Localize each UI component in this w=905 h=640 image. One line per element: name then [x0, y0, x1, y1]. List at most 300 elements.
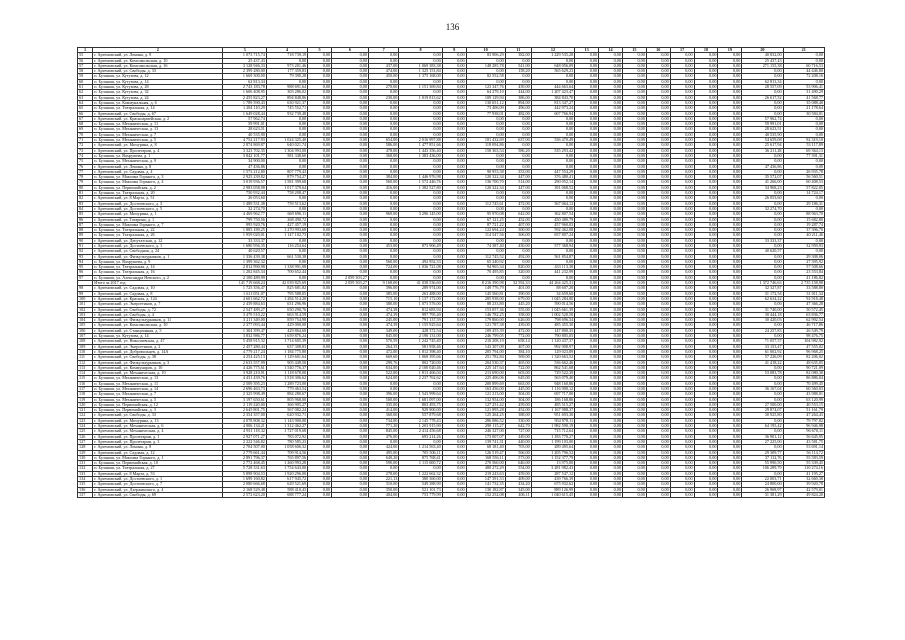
amount-cell: 0,00	[718, 302, 742, 307]
amount-cell: 0,00	[742, 429, 783, 434]
amount-cell: 0,00	[670, 74, 694, 79]
amount-cell: 1 203 915,90	[399, 424, 442, 429]
amount-cell: 0,00	[622, 450, 646, 455]
amount-cell: 0,00	[575, 238, 599, 243]
amount-cell: 0,00	[694, 254, 718, 259]
amount-cell: 1 681 097,00	[399, 397, 442, 402]
amount-cell: 114 547,56	[466, 233, 505, 238]
amount-cell: 0,00	[332, 111, 369, 116]
amount-cell: 0,00	[599, 169, 623, 174]
amount-cell: 0,00	[332, 196, 369, 201]
amount-cell: 0,00	[442, 53, 466, 58]
amount-cell: 0,00	[442, 69, 466, 74]
amount-cell: 0,00	[308, 201, 332, 206]
amount-cell: 0,00	[670, 191, 694, 196]
amount-cell: 0,00	[308, 259, 332, 264]
amount-cell: 1 727 019,68	[266, 429, 307, 434]
amount-cell: 0,00	[783, 58, 824, 63]
amount-cell: 472,00	[505, 328, 531, 333]
amount-cell: 750 932,44	[223, 191, 266, 196]
amount-cell: 0,00	[718, 185, 742, 190]
amount-cell: 439,00	[505, 85, 531, 90]
amount-cell: 55 339,45	[783, 461, 824, 466]
amount-cell: 0,00	[694, 222, 718, 227]
amount-cell: 0,00	[332, 302, 369, 307]
amount-cell: 0,00	[332, 424, 369, 429]
amount-cell: 1 137 172,00	[399, 296, 442, 301]
column-header: 14	[599, 48, 623, 53]
amount-cell: 0,00	[694, 408, 718, 413]
amount-cell: 973 201,46	[266, 63, 307, 68]
address-cell: г. Артемовский, ул. Свободы, д. 69	[93, 492, 223, 497]
address-cell: г. Артемовский, ул. Добровольцев, д. 14А	[93, 349, 223, 354]
row-number-cell: 112	[78, 360, 93, 365]
amount-cell: 32 327,87	[742, 286, 783, 291]
amount-cell: 2 145 778,43	[399, 418, 442, 423]
amount-cell: 0,00	[670, 132, 694, 137]
amount-cell: 0,00	[399, 169, 442, 174]
amount-cell: 2 119 220,00	[223, 402, 266, 407]
amount-cell: 0,00	[531, 275, 574, 280]
amount-cell: 1 260 993,28	[266, 461, 307, 466]
amount-cell: 1 167 988,37	[531, 408, 574, 413]
amount-cell: 2 812 990,98	[223, 265, 266, 270]
amount-cell: 1 572 446,76	[399, 180, 442, 185]
amount-cell: 0,00	[694, 466, 718, 471]
amount-cell: 0,00	[622, 206, 646, 211]
amount-cell: 68 181,40	[466, 445, 505, 450]
amount-cell: 0,00	[694, 63, 718, 68]
amount-cell: 0,00	[646, 132, 670, 137]
amount-cell: 122 694,24	[466, 228, 505, 233]
amount-cell: 2 399 280,00	[223, 69, 266, 74]
amount-cell: 0,00	[783, 122, 824, 127]
amount-cell: 0,00	[399, 53, 442, 58]
amount-cell: 0,00	[622, 471, 646, 476]
amount-cell: 0,00	[718, 286, 742, 291]
amount-cell: 0,00	[505, 206, 531, 211]
amount-cell: 0,00	[599, 238, 623, 243]
amount-cell: 0,00	[599, 355, 623, 360]
amount-cell: 26 053,60	[742, 196, 783, 201]
amount-cell: 0,00	[332, 270, 369, 275]
amount-cell: 0,00	[670, 445, 694, 450]
amount-cell: 0,00	[646, 143, 670, 148]
amount-cell: 0,00	[442, 445, 466, 450]
amount-cell: 0,00	[575, 355, 599, 360]
amount-cell: 3 197 650,61	[223, 397, 266, 402]
amount-cell: 0,00	[332, 328, 369, 333]
amount-cell: 0,00	[466, 127, 505, 132]
amount-cell: 765 897,56	[266, 455, 307, 460]
amount-cell: 0,00	[646, 159, 670, 164]
amount-cell: 1 982 590,19	[531, 424, 574, 429]
amount-cell: 1 754 643,00	[266, 466, 307, 471]
amount-cell: 0,00	[694, 413, 718, 418]
address-cell: г. Артемовский, ул. Депутатская, д. 12	[93, 238, 223, 243]
amount-cell: 62 634,22	[742, 296, 783, 301]
amount-cell: 0,00	[646, 153, 670, 158]
amount-cell: 0,00	[599, 196, 623, 201]
amount-cell: 70 495,85	[466, 270, 505, 275]
amount-cell: 29 874,07	[742, 408, 783, 413]
amount-cell: 0,00	[575, 212, 599, 217]
amount-cell: 391 068,52	[531, 185, 574, 190]
amount-cell: 41 568,77	[783, 95, 824, 100]
amount-cell: 577 368,94	[531, 243, 574, 248]
amount-cell: 0,00	[332, 153, 369, 158]
amount-cell: 541,00	[505, 63, 531, 68]
amount-cell: 0,00	[670, 90, 694, 95]
address-cell: Итого за 2017 год	[93, 281, 223, 286]
address-cell: г. Артемовский, ул. Мичурина, д. 13	[93, 418, 223, 423]
amount-cell: 71 057,57	[742, 339, 783, 344]
amount-cell: 0,00	[599, 58, 623, 63]
amount-cell: 0,00	[742, 265, 783, 270]
amount-cell: 0,00	[368, 387, 398, 392]
amount-cell: 0,00	[718, 217, 742, 222]
amount-cell: 163 456,00	[466, 387, 505, 392]
amount-cell: 0,00	[599, 270, 623, 275]
amount-cell: 0,00	[742, 233, 783, 238]
amount-cell: 0,00	[308, 339, 332, 344]
amount-cell: 0,00	[308, 429, 332, 434]
amount-cell: 0,00	[718, 53, 742, 58]
amount-cell: 0,00	[622, 466, 646, 471]
amount-cell: 0,00	[399, 238, 442, 243]
amount-cell: 0,00	[599, 111, 623, 116]
amount-cell: 0,00	[442, 334, 466, 339]
amount-cell: 104 982,92	[783, 339, 824, 344]
amount-cell: 0,00	[670, 196, 694, 201]
row-number-cell: 103	[78, 312, 93, 317]
amount-cell: 0,00	[622, 302, 646, 307]
amount-cell: 0,00	[742, 106, 783, 111]
amount-cell: 35 572,07	[742, 175, 783, 180]
amount-cell: 0,00	[505, 275, 531, 280]
amount-cell: 1 375 168,00	[399, 74, 442, 79]
address-cell: п. Буланаш, ул. Театральная, д. 22	[93, 228, 223, 233]
amount-cell: 0,00	[332, 159, 369, 164]
amount-cell: 457 960,03	[531, 222, 574, 227]
amount-cell: 0,00	[442, 270, 466, 275]
amount-cell: 570,59	[368, 339, 398, 344]
amount-cell: 1 659 876,24	[266, 334, 307, 339]
amount-cell: 360,00	[368, 413, 398, 418]
amount-cell: 2 439 884,63	[223, 302, 266, 307]
amount-cell: 0,00	[332, 217, 369, 222]
amount-cell: 0,00	[575, 339, 599, 344]
amount-cell: 0,00	[599, 418, 623, 423]
amount-cell: 779 463,54	[266, 387, 307, 392]
row-number-cell: 129	[78, 450, 93, 455]
amount-cell: 320,00	[505, 270, 531, 275]
amount-cell: 0,00	[599, 466, 623, 471]
amount-cell: 40 620,57	[223, 249, 266, 254]
amount-cell: 0,00	[332, 307, 369, 312]
amount-cell: 0,00	[368, 206, 398, 211]
amount-cell: 0,00	[670, 323, 694, 328]
amount-cell: 0,00	[308, 180, 332, 185]
amount-cell: 0,00	[670, 265, 694, 270]
amount-cell: 0,00	[670, 418, 694, 423]
amount-cell: 0,00	[332, 228, 369, 233]
amount-cell: 36 901,12	[742, 434, 783, 439]
amount-cell: 47 555,02	[783, 344, 824, 349]
amount-cell: 22 003,71	[742, 477, 783, 482]
amount-cell: 0,00	[694, 85, 718, 90]
amount-cell: 385,00	[368, 291, 398, 296]
amount-cell: 0,00	[646, 281, 670, 286]
amount-cell: 0,00	[646, 180, 670, 185]
amount-cell: 2 414 456,68	[399, 429, 442, 434]
amount-cell: 57 962,74	[742, 116, 783, 121]
amount-cell: 0,00	[332, 185, 369, 190]
amount-cell: 0,00	[599, 408, 623, 413]
amount-cell: 0,00	[308, 349, 332, 354]
amount-cell: 79 797,82	[783, 418, 824, 423]
amount-cell: 0,00	[442, 387, 466, 392]
amount-cell: 0,00	[694, 275, 718, 280]
amount-cell: 1 812 398,40	[399, 349, 442, 354]
amount-cell: 581 958,46	[399, 344, 442, 349]
amount-cell: 0,00	[742, 111, 783, 116]
amount-cell: 0,00	[646, 397, 670, 402]
amount-cell: 0,00	[308, 148, 332, 153]
amount-cell: 1 270 993,68	[266, 228, 307, 233]
amount-cell: 648 056,09	[531, 63, 574, 68]
amount-cell: 0,00	[368, 275, 398, 280]
column-header: 8	[399, 48, 442, 53]
amount-cell: 1 680 956,35	[223, 243, 266, 248]
amount-cell: 148 285,78	[466, 63, 505, 68]
amount-cell: 0,00	[575, 222, 599, 227]
amount-cell: 0,00	[399, 228, 442, 233]
amount-cell: 0,00	[599, 206, 623, 211]
amount-cell: 424,00	[368, 445, 398, 450]
amount-cell: 0,00	[531, 191, 574, 196]
row-number-cell: 97	[78, 275, 93, 280]
amount-cell: 0,00	[308, 477, 332, 482]
amount-cell: 0,00	[646, 429, 670, 434]
amount-cell: 0,00	[646, 185, 670, 190]
row-number-cell: 93	[78, 254, 93, 259]
amount-cell: 350,00	[368, 487, 398, 492]
amount-cell: 0,00	[368, 270, 398, 275]
amount-cell: 0,00	[622, 402, 646, 407]
amount-cell: 37 396,70	[783, 228, 824, 233]
amount-cell: 0,00	[622, 265, 646, 270]
amount-cell: 0,00	[646, 355, 670, 360]
amount-cell: 64 195,42	[742, 424, 783, 429]
amount-cell: 0,00	[646, 424, 670, 429]
amount-cell: 60 360,03	[783, 387, 824, 392]
amount-cell: 992 908,97	[531, 344, 574, 349]
amount-cell: 0,00	[670, 222, 694, 227]
address-cell: п. Буланаш, ул. Механическая, д. 9	[93, 159, 223, 164]
amount-cell: 1 312 462,27	[266, 424, 307, 429]
amount-cell: 158,20	[505, 69, 531, 74]
amount-cell: 0,00	[308, 381, 332, 386]
amount-cell: 590 014,56	[531, 302, 574, 307]
amount-cell: 0,00	[368, 100, 398, 105]
address-cell: г. Артемовский, ул. Комсомольская, д. 10	[93, 58, 223, 63]
amount-cell: 29 309,77	[742, 450, 783, 455]
amount-cell: 4 931 118,32	[223, 429, 266, 434]
amount-cell: 0,00	[646, 477, 670, 482]
amount-cell: 1 543 999,64	[399, 392, 442, 397]
amount-cell: 0,00	[368, 53, 398, 58]
amount-cell: 390,00	[505, 291, 531, 296]
amount-cell: 0,00	[718, 127, 742, 132]
amount-cell: 112 745,52	[466, 254, 505, 259]
amount-cell: 0,00	[646, 164, 670, 169]
amount-cell: 2 779 661,44	[223, 450, 266, 455]
amount-cell: 0,00	[670, 270, 694, 275]
amount-cell: 0,00	[575, 148, 599, 153]
amount-cell: 349,00	[368, 328, 398, 333]
amount-cell: 2 645 801,75	[223, 408, 266, 413]
amount-cell: 0,00	[368, 254, 398, 259]
amount-cell: 0,00	[694, 402, 718, 407]
address-cell: п. Буланаш, ул. Механическая, д. 5	[93, 138, 223, 143]
amount-cell: 0,00	[599, 445, 623, 450]
amount-cell: 0,00	[622, 323, 646, 328]
amount-cell: 1 320 663,52	[531, 355, 574, 360]
amount-cell: 245,00	[368, 318, 398, 323]
amount-cell: 0,00	[332, 450, 369, 455]
address-cell: п. Буланаш, ул. Коммунальная, д. 6	[93, 100, 223, 105]
amount-cell: 631 296,96	[266, 302, 307, 307]
amount-cell: 0,00	[442, 169, 466, 174]
amount-cell: 0,00	[531, 58, 574, 63]
row-number-cell: 122	[78, 413, 93, 418]
amount-cell: 0,00	[308, 169, 332, 174]
amount-cell: 472,00	[505, 201, 531, 206]
amount-cell: 2 325 998,49	[223, 392, 266, 397]
amount-cell: 0,00	[505, 79, 531, 84]
row-number-cell: 64	[78, 100, 93, 105]
amount-cell: 41 195,27	[783, 471, 824, 476]
amount-cell: 0,00	[599, 371, 623, 376]
amount-cell: 116 254,64	[266, 243, 307, 248]
amount-cell: 663,00	[505, 381, 531, 386]
amount-cell: 1 304 399,47	[223, 328, 266, 333]
address-cell: г. Артемовский, ул. Пролетарии, д. 3	[93, 439, 223, 444]
amount-cell: 0,00	[694, 69, 718, 74]
amount-cell: 0,00	[646, 79, 670, 84]
amount-cell: 404,00	[368, 492, 398, 497]
address-cell: г. Артемовский, ул. Дзержинского, д. 4	[93, 487, 223, 492]
amount-cell: 0,00	[442, 138, 466, 143]
amount-cell: 36 167,04	[742, 387, 783, 392]
amount-cell: 718 739,19	[266, 53, 307, 58]
amount-cell: 0,00	[332, 291, 369, 296]
amount-cell: 1 045 284,80	[531, 296, 574, 301]
amount-cell: 0,00	[332, 455, 369, 460]
amount-cell: 47 436,86	[742, 164, 783, 169]
amount-cell: 0,00	[694, 424, 718, 429]
amount-cell: 807 779,43	[266, 169, 307, 174]
address-cell: п. Буланаш, ул. Кутузова, д. 14	[93, 334, 223, 339]
amount-cell: 0,00	[575, 100, 599, 105]
amount-cell: 0,00	[575, 408, 599, 413]
amount-cell: 0,00	[718, 79, 742, 84]
amount-cell: 0,00	[466, 153, 505, 158]
amount-cell: 0,00	[332, 63, 369, 68]
amount-cell: 0,00	[718, 122, 742, 127]
amount-cell: 0,00	[670, 281, 694, 286]
amount-cell: 0,00	[622, 339, 646, 344]
amount-cell: 0,00	[599, 439, 623, 444]
amount-cell: 0,00	[670, 402, 694, 407]
amount-cell: 0,00	[670, 318, 694, 323]
row-number-cell: 73	[78, 148, 93, 153]
amount-cell: 0,00	[694, 445, 718, 450]
amount-cell: 0,00	[718, 169, 742, 174]
address-cell: п. Буланаш, ул. Кутузова, д. 14	[93, 79, 223, 84]
amount-cell: 812 683,94	[399, 307, 442, 312]
amount-cell: 0,00	[332, 318, 369, 323]
amount-cell: 0,00	[670, 169, 694, 174]
amount-cell: 1 581 399,68	[266, 180, 307, 185]
amount-cell: 4 431 439,76	[223, 376, 266, 381]
amount-cell: 0,00	[783, 206, 824, 211]
amount-cell: 40 620,57	[742, 249, 783, 254]
amount-cell: 0,00	[599, 275, 623, 280]
amount-cell: 0,00	[670, 424, 694, 429]
amount-cell: 0,00	[622, 153, 646, 158]
amount-cell: 0,00	[599, 116, 623, 121]
amount-cell: 0,00	[575, 482, 599, 487]
amount-cell: 0,00	[332, 492, 369, 497]
amount-cell: 0,00	[646, 249, 670, 254]
amount-cell: 0,00	[742, 243, 783, 248]
amount-cell: 0,00	[368, 196, 398, 201]
amount-cell: 0,00	[622, 169, 646, 174]
amount-cell: 0,00	[442, 275, 466, 280]
amount-cell: 0,00	[575, 318, 599, 323]
address-cell: п. Буланаш, ул. Театральная, д. 16	[93, 270, 223, 275]
amount-cell: 24 257,83	[742, 328, 783, 333]
amount-cell: 0,00	[694, 259, 718, 264]
amount-cell: 147 391,53	[466, 477, 505, 482]
amount-cell: 30 420,03	[742, 318, 783, 323]
amount-cell: 86 886,04	[783, 376, 824, 381]
amount-cell: 33 588,80	[783, 286, 824, 291]
address-cell: г. Артемовский, ул. 8 Марта, д. 51	[93, 196, 223, 201]
amount-cell: 0,00	[466, 116, 505, 121]
amount-cell: 0,00	[575, 291, 599, 296]
row-number-cell: 130	[78, 455, 93, 460]
amount-cell: 416,00	[368, 185, 398, 190]
amount-cell: 136 700,70	[466, 180, 505, 185]
amount-cell: 0,00	[308, 466, 332, 471]
amount-cell: 0,00	[442, 159, 466, 164]
amount-cell: 168 556,11	[466, 455, 505, 460]
amount-cell: 0,00	[742, 471, 783, 476]
amount-cell: 496,00	[505, 106, 531, 111]
amount-cell: 303 286,02	[266, 90, 307, 95]
amount-cell: 439 766,39	[531, 477, 574, 482]
amount-cell: 0,00	[599, 296, 623, 301]
amount-cell: 0,00	[646, 90, 670, 95]
row-number-cell: 66	[78, 111, 93, 116]
amount-cell: 0,00	[783, 196, 824, 201]
amount-cell: 0,00	[466, 79, 505, 84]
amount-cell: 0,00	[670, 371, 694, 376]
address-cell: г. Артемовский, ул. Механическая, д. 4	[93, 429, 223, 434]
